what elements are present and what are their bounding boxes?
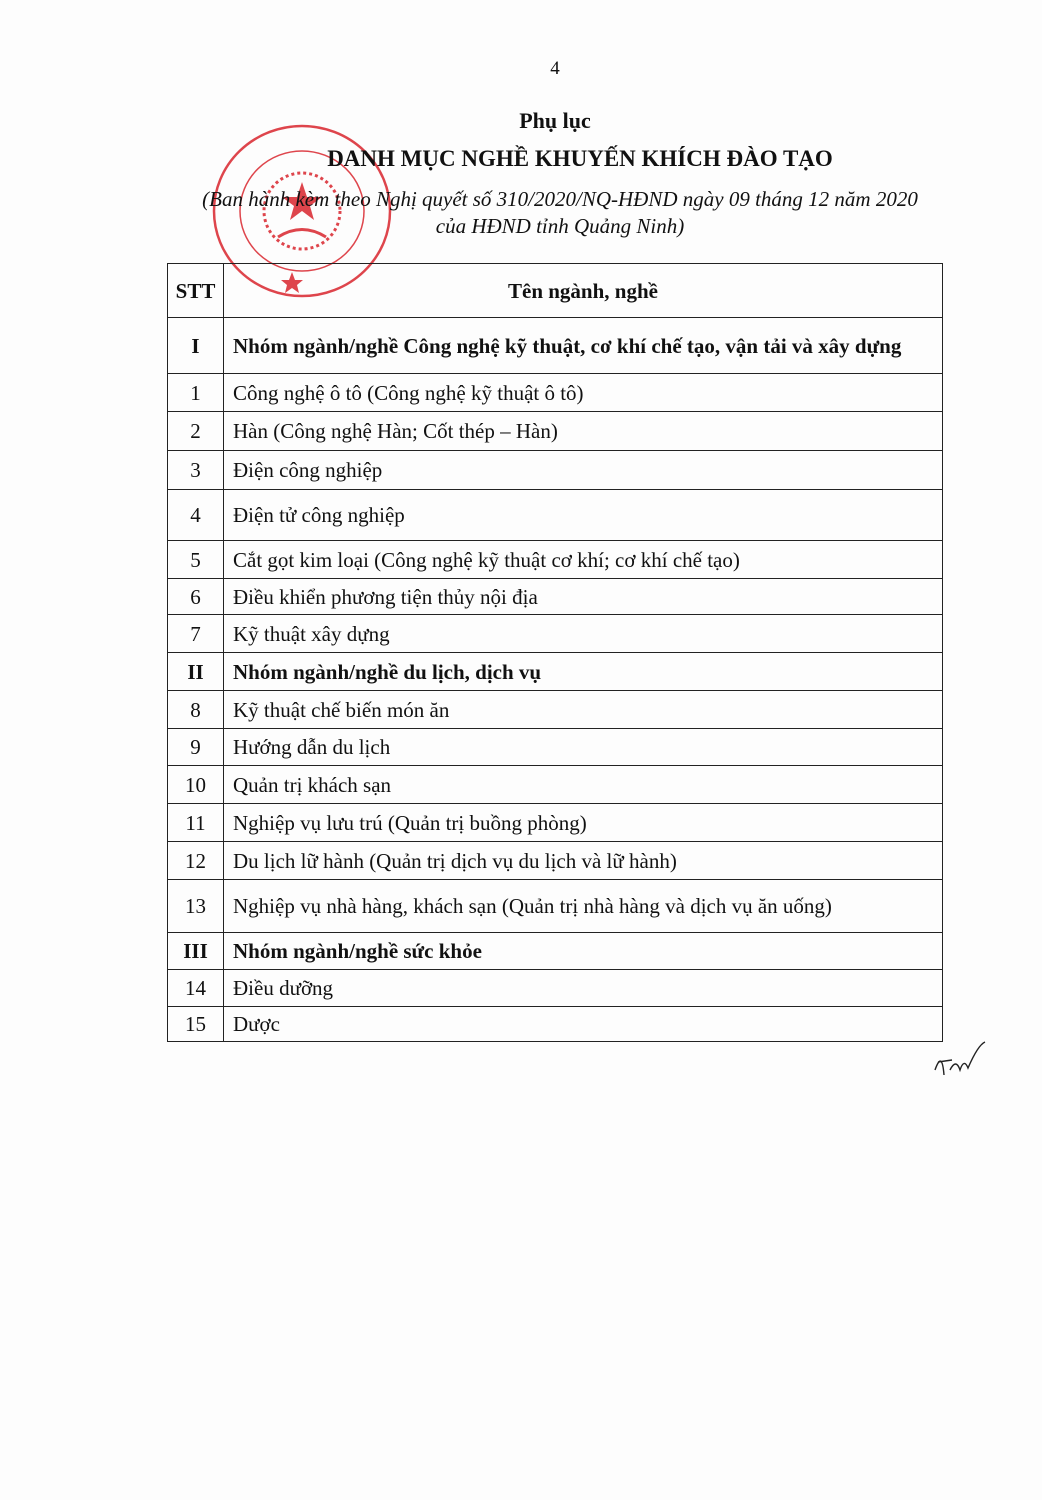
occupation-name: Điện công nghiệp — [224, 451, 943, 490]
appendix-title: Phụ lục — [519, 108, 591, 133]
occupation-table — [167, 263, 943, 1042]
occupation-name: Kỹ thuật chế biến món ăn — [224, 691, 943, 729]
row-number: 12 — [168, 842, 224, 880]
occupation-name: Quản trị khách sạn — [224, 766, 943, 804]
occupation-name: Cắt gọt kim loại (Công nghệ kỹ thuật cơ khí; cơ khí chế tạo) — [224, 541, 943, 579]
row-number: 15 — [168, 1007, 224, 1042]
row-number: II — [168, 653, 224, 691]
occupation-name: Dược — [224, 1007, 943, 1042]
occupation-name: Công nghệ ô tô (Công nghệ kỹ thuật ô tô) — [224, 374, 943, 412]
row-number: 10 — [168, 766, 224, 804]
row-number: 8 — [168, 691, 224, 729]
row-number: III — [168, 933, 224, 970]
signature-initials — [930, 1040, 990, 1085]
occupation-name: Hướng dẫn du lịch — [224, 729, 943, 766]
table-row — [168, 842, 943, 880]
row-number: 3 — [168, 451, 224, 490]
subtitle-line-1: (Ban hành kèm theo Nghị quyết số 310/2020/NQ-HĐND ngày 09 tháng 12 năm 2020 — [202, 187, 918, 211]
occupation-name: Nghiệp vụ lưu trú (Quản trị buồng phòng) — [224, 804, 943, 842]
table-row — [168, 579, 943, 615]
occupation-name: Nhóm ngành/nghề sức khỏe — [224, 933, 943, 970]
row-number: I — [168, 318, 224, 374]
table-row — [168, 615, 943, 653]
row-number: 7 — [168, 615, 224, 653]
table-row — [168, 804, 943, 842]
occupation-name: Nhóm ngành/nghề Công nghệ kỹ thuật, cơ khí chế tạo, vận tải và xây dựng — [224, 318, 943, 374]
row-number: 9 — [168, 729, 224, 766]
row-number: 6 — [168, 579, 224, 615]
row-number: 2 — [168, 412, 224, 451]
group-row — [168, 318, 943, 374]
table-row — [168, 451, 943, 490]
table-row — [168, 880, 943, 933]
subtitle — [0, 186, 1042, 240]
document-heading: DANH MỤC NGHỀ KHUYẾN KHÍCH ĐÀO TẠO — [327, 146, 833, 171]
header-name: Tên ngành, nghề — [224, 264, 943, 318]
row-number: 14 — [168, 970, 224, 1007]
header-stt: STT — [168, 264, 224, 318]
row-number: 5 — [168, 541, 224, 579]
row-number: 4 — [168, 490, 224, 541]
row-number: 11 — [168, 804, 224, 842]
occupation-name: Nhóm ngành/nghề du lịch, dịch vụ — [224, 653, 943, 691]
table-row — [168, 374, 943, 412]
occupation-name: Nghiệp vụ nhà hàng, khách sạn (Quản trị nhà hàng và dịch vụ ăn uống) — [224, 880, 943, 933]
occupation-name: Điều khiển phương tiện thủy nội địa — [224, 579, 943, 615]
table-row — [168, 729, 943, 766]
group-row — [168, 933, 943, 970]
occupation-name: Kỹ thuật xây dựng — [224, 615, 943, 653]
occupation-name: Điện tử công nghiệp — [224, 490, 943, 541]
occupation-name: Hàn (Công nghệ Hàn; Cốt thép – Hàn) — [224, 412, 943, 451]
table-row — [168, 691, 943, 729]
table-row — [168, 970, 943, 1007]
subtitle-line-2: của HĐND tỉnh Quảng Ninh) — [435, 214, 685, 238]
occupation-name: Điều dưỡng — [224, 970, 943, 1007]
row-number: 13 — [168, 880, 224, 933]
occupation-name: Du lịch lữ hành (Quản trị dịch vụ du lịch và lữ hành) — [224, 842, 943, 880]
row-number: 1 — [168, 374, 224, 412]
page-number: 4 — [550, 58, 560, 79]
table-row — [168, 490, 943, 541]
table-row — [168, 1007, 943, 1042]
table-row — [168, 541, 943, 579]
group-row — [168, 653, 943, 691]
table-row — [168, 766, 943, 804]
table-row — [168, 412, 943, 451]
table-header-row — [168, 264, 943, 318]
